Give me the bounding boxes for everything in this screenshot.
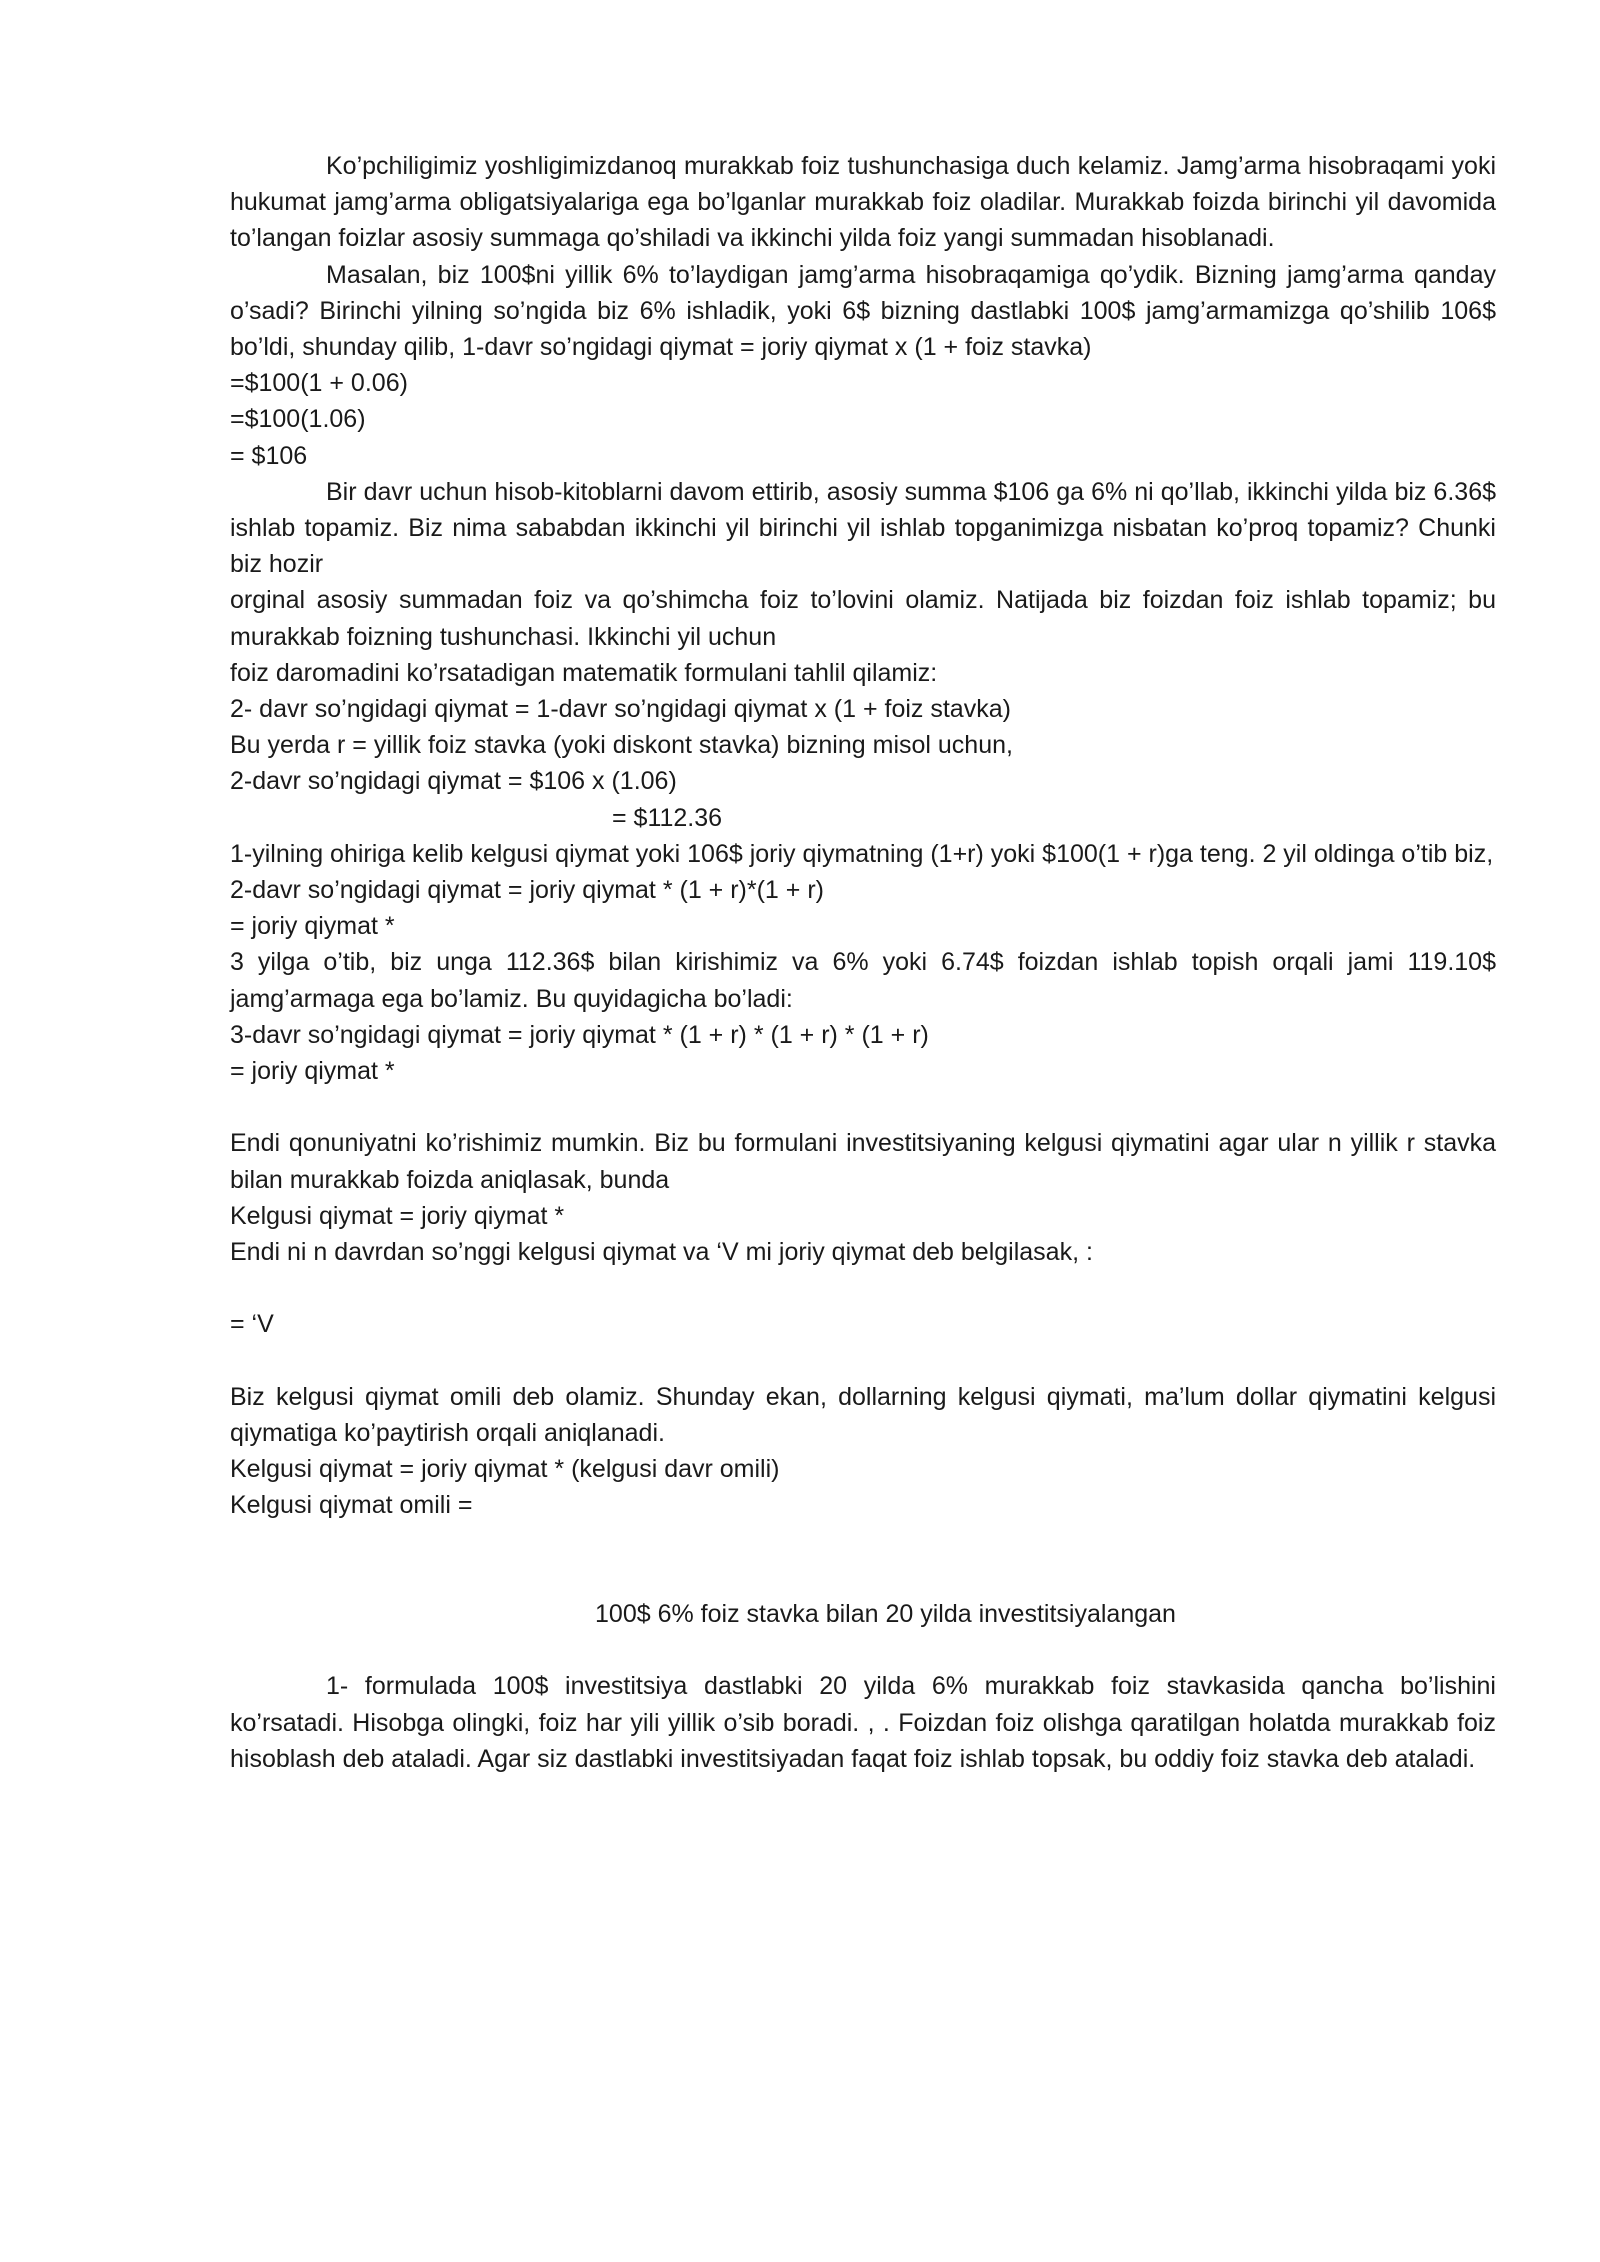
formula-equals-v: = ‘V: [230, 1310, 274, 1339]
figure-caption: 100$ 6% foiz stavka bilan 20 yilda investitsiyalangan: [595, 1600, 1176, 1629]
spacer: [230, 1343, 1496, 1379]
paragraph-original: orginal asosiy summadan foiz va qo’shimcha foiz to’lovini olamiz. Natijada biz foizdan foiz ishlab topamiz; bu murakkab foizning tushunchasi. Ikkinchi yil uchun: [230, 586, 1496, 651]
paragraph-example: Masalan, biz 100$ni yillik 6% to’laydigan jamg’arma hisobraqamiga qo’ydik. Bizning jamg’arma qanday o’sadi? Birinchi yilning so’ngida biz 6% ishladik, yoki 6$ bizning dastlabki 100$ jamg’armamizga qo’shilib 106$ bo’ldi, shunday qilib, 1-davr so’ngidagi qiymat = joriy qiymat x (1 + foiz stavka): [230, 260, 1496, 362]
spacer: [230, 1524, 1496, 1596]
equation-line-3: = $106: [230, 441, 308, 470]
spacer: [230, 1632, 1496, 1668]
formula-period-2: 2- davr so’ngidagi qiymat = 1-davr so’ngidagi qiymat x (1 + foiz stavka): [230, 695, 1011, 724]
paragraph-factor: Biz kelgusi qiymat omili deb olamiz. Shunday ekan, dollarning kelgusi qiymati, ma’lum dollar qiymatini kelgusi qiymatiga ko’paytirish orqali aniqlanadi.: [230, 1382, 1496, 1448]
text-line-notation: Endi ni n davrdan so’nggi kelgusi qiymat va ‘V mi joriy qiymat deb belgilasak, :: [230, 1238, 1093, 1267]
formula-period-3-short: = joriy qiymat *: [230, 1057, 395, 1086]
equation-line-2: =$100(1.06): [230, 405, 366, 434]
formula-period-2-r: 2-davr so’ngidagi qiymat = joriy qiymat * (1 + r)*(1 + r): [230, 876, 824, 905]
equation-line-1: =$100(1 + 0.06): [230, 369, 408, 398]
formula-result: = $112.36: [612, 803, 723, 832]
paragraph-conclusion: 1- formulada 100$ investitsiya dastlabki 20 yilda 6% murakkab foiz stavkasida qancha bo’lishini ko’rsatadi. Hisobga olingki, foiz har yili yillik o’sib boradi. , . Foizdan foiz olishga qaratilgan holatda murakkab foiz hisoblash deb ataladi. Agar siz dastlabki investitsiyadan faqat foiz ishlab topsak, bu oddiy foiz stavka deb ataladi.: [230, 1672, 1496, 1773]
formula-period-2-short: = joriy qiymat *: [230, 912, 395, 941]
text-line-rate-def: Bu yerda r = yillik foiz stavka (yoki diskont stavka) bizning misol uchun,: [230, 731, 1013, 760]
text-line-formula-intro: foiz daromadini ko’rsatadigan matematik formulani tahlil qilamiz:: [230, 658, 938, 687]
paragraph-intro: Ko’pchiligimiz yoshligimizdanoq murakkab foiz tushunchasiga duch kelamiz. Jamg’arma hisobraqami yoki hukumat jamg’arma obligatsiyalariga ega bo’lganlar murakkab foiz oladilar. Murakkab foizda birinchi yil davomida to’langan foizlar asosiy summaga qo’shiladi va ikkinchi yilda foiz yangi summadan hisoblanadi.: [230, 152, 1496, 253]
formula-period-3: 3-davr so’ngidagi qiymat = joriy qiymat * (1 + r) * (1 + r) * (1 + r): [230, 1020, 929, 1049]
paragraph-year-3: 3 yilga o’tib, biz unga 112.36$ bilan kirishimiz va 6% yoki 6.74$ foizdan ishlab topish orqali jami 119.10$ jamg’armaga ega bo’lamiz. Bu quyidagicha bo’ladi:: [230, 948, 1496, 1013]
paragraph-pattern: Endi qonuniyatni ko’rishimiz mumkin. Biz bu formulani investitsiyaning kelgusi qiymatini agar ular n yillik r stavka bilan murakkab foizda aniqlasak, bunda: [230, 1129, 1496, 1194]
paragraph-year-end: 1-yilning ohiriga kelib kelgusi qiymat yoki 106$ joriy qiymatning (1+r) yoki $100(1 + r)ga teng. 2 yil oldinga o’tib biz,: [230, 839, 1494, 868]
formula-future-value: Kelgusi qiymat = joriy qiymat *: [230, 1201, 565, 1230]
formula-future-value-factor: Kelgusi qiymat = joriy qiymat * (kelgusi davr omili): [230, 1455, 780, 1484]
spacer: [230, 1270, 1496, 1306]
spacer: [230, 1089, 1496, 1125]
formula-period-2-value: 2-davr so’ngidagi qiymat = $106 x (1.06): [230, 767, 677, 796]
formula-factor-def: Kelgusi qiymat omili =: [230, 1491, 473, 1520]
paragraph-continue: Bir davr uchun hisob-kitoblarni davom ettirib, asosiy summa $106 ga 6% ni qo’llab, ikkinchi yilda biz 6.36$ ishlab topamiz. Biz nima sababdan ikkinchi yil birinchi yil ishlab topganimizga nisbatan ko’proq topamiz? Chunki biz hozir: [230, 477, 1496, 579]
document-page: [230, 148, 1496, 1777]
